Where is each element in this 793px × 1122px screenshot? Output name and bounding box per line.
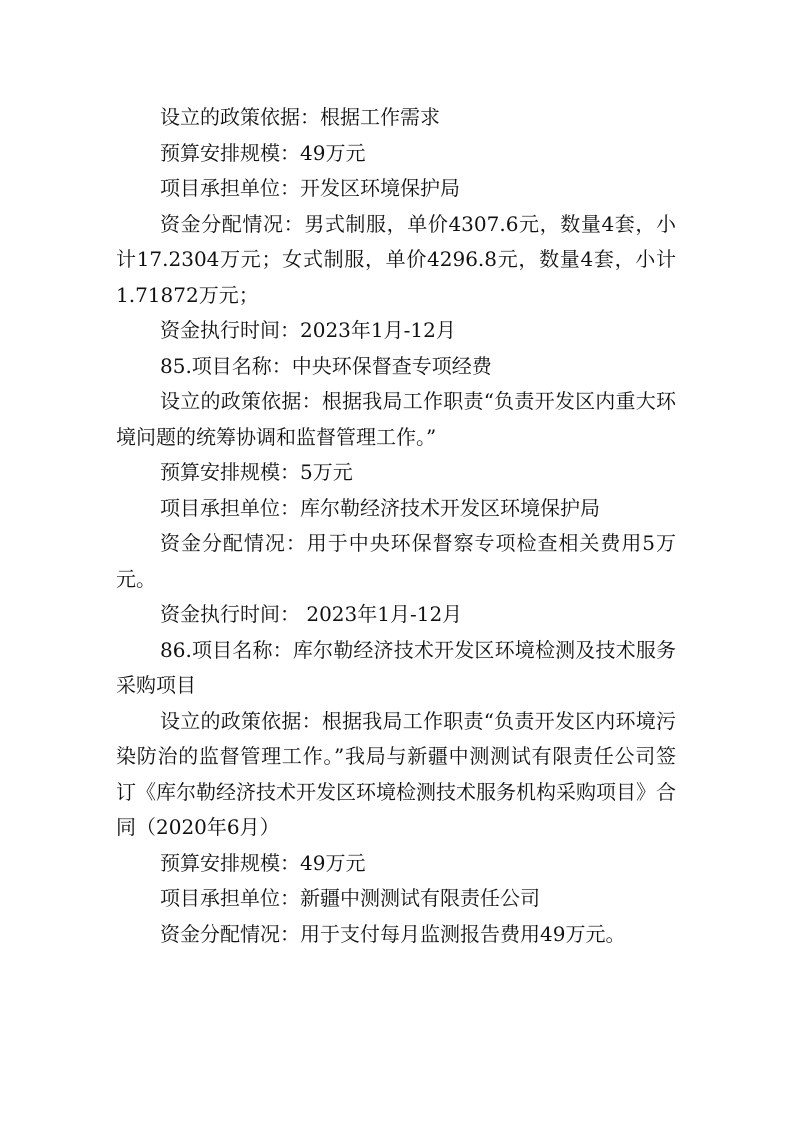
paragraph-fund-allocation: 资金分配情况：男式制服，单价4307.6元，数量4套，小计17.2304万元；女式制服，单价4296.8元，数量4套，小计1.71872万元； bbox=[116, 211, 676, 307]
paragraph-execution-time: 资金执行时间：2023年1月-12月 bbox=[160, 318, 456, 342]
paragraph-project-86-responsible-unit: 项目承担单位：新疆中测测试有限责任公司 bbox=[160, 886, 540, 910]
paragraph-project-85-execution-time: 资金执行时间： 2023年1月-12月 bbox=[160, 602, 463, 626]
paragraph-project-85-responsible-unit: 项目承担单位：库尔勒经济技术开发区环境保护局 bbox=[160, 495, 600, 520]
paragraph-project-86-title: 86.项目名称：库尔勒经济技术开发区环境检测及技术服务采购项目 bbox=[116, 637, 676, 697]
paragraph-project-86-budget-scale: 预算安排规模：49万元 bbox=[160, 850, 366, 875]
paragraph-responsible-unit: 项目承担单位：开发区环境保护局 bbox=[160, 176, 460, 200]
paragraph-policy-basis: 设立的政策依据：根据工作需求 bbox=[160, 105, 440, 129]
paragraph-project-86-policy-basis: 设立的政策依据：根据我局工作职责“负责开发区内环境污染防治的监督管理工作。”我局与新疆中测测试有限责任公司签订《库尔勒经济技术开发区环境检测技术服务机构采购项目》合同（2020年6月） bbox=[116, 708, 676, 839]
paragraph-budget-scale: 预算安排规模：49万元 bbox=[160, 140, 366, 165]
paragraph-project-85-fund-allocation: 资金分配情况：用于中央环保督察专项检查相关费用5万元。 bbox=[116, 531, 676, 591]
paragraph-project-85-budget-scale: 预算安排规模：5万元 bbox=[160, 460, 353, 484]
paragraph-project-85-policy-basis: 设立的政策依据：根据我局工作职责“负责开发区内重大环境问题的统筹协调和监督管理工作。” bbox=[116, 389, 676, 449]
document-body bbox=[116, 100, 676, 952]
paragraph-project-85-title: 85.项目名称：中央环保督查专项经费 bbox=[160, 353, 492, 378]
paragraph-project-86-fund-allocation: 资金分配情况：用于支付每月监测报告费用49万元。 bbox=[160, 921, 626, 946]
